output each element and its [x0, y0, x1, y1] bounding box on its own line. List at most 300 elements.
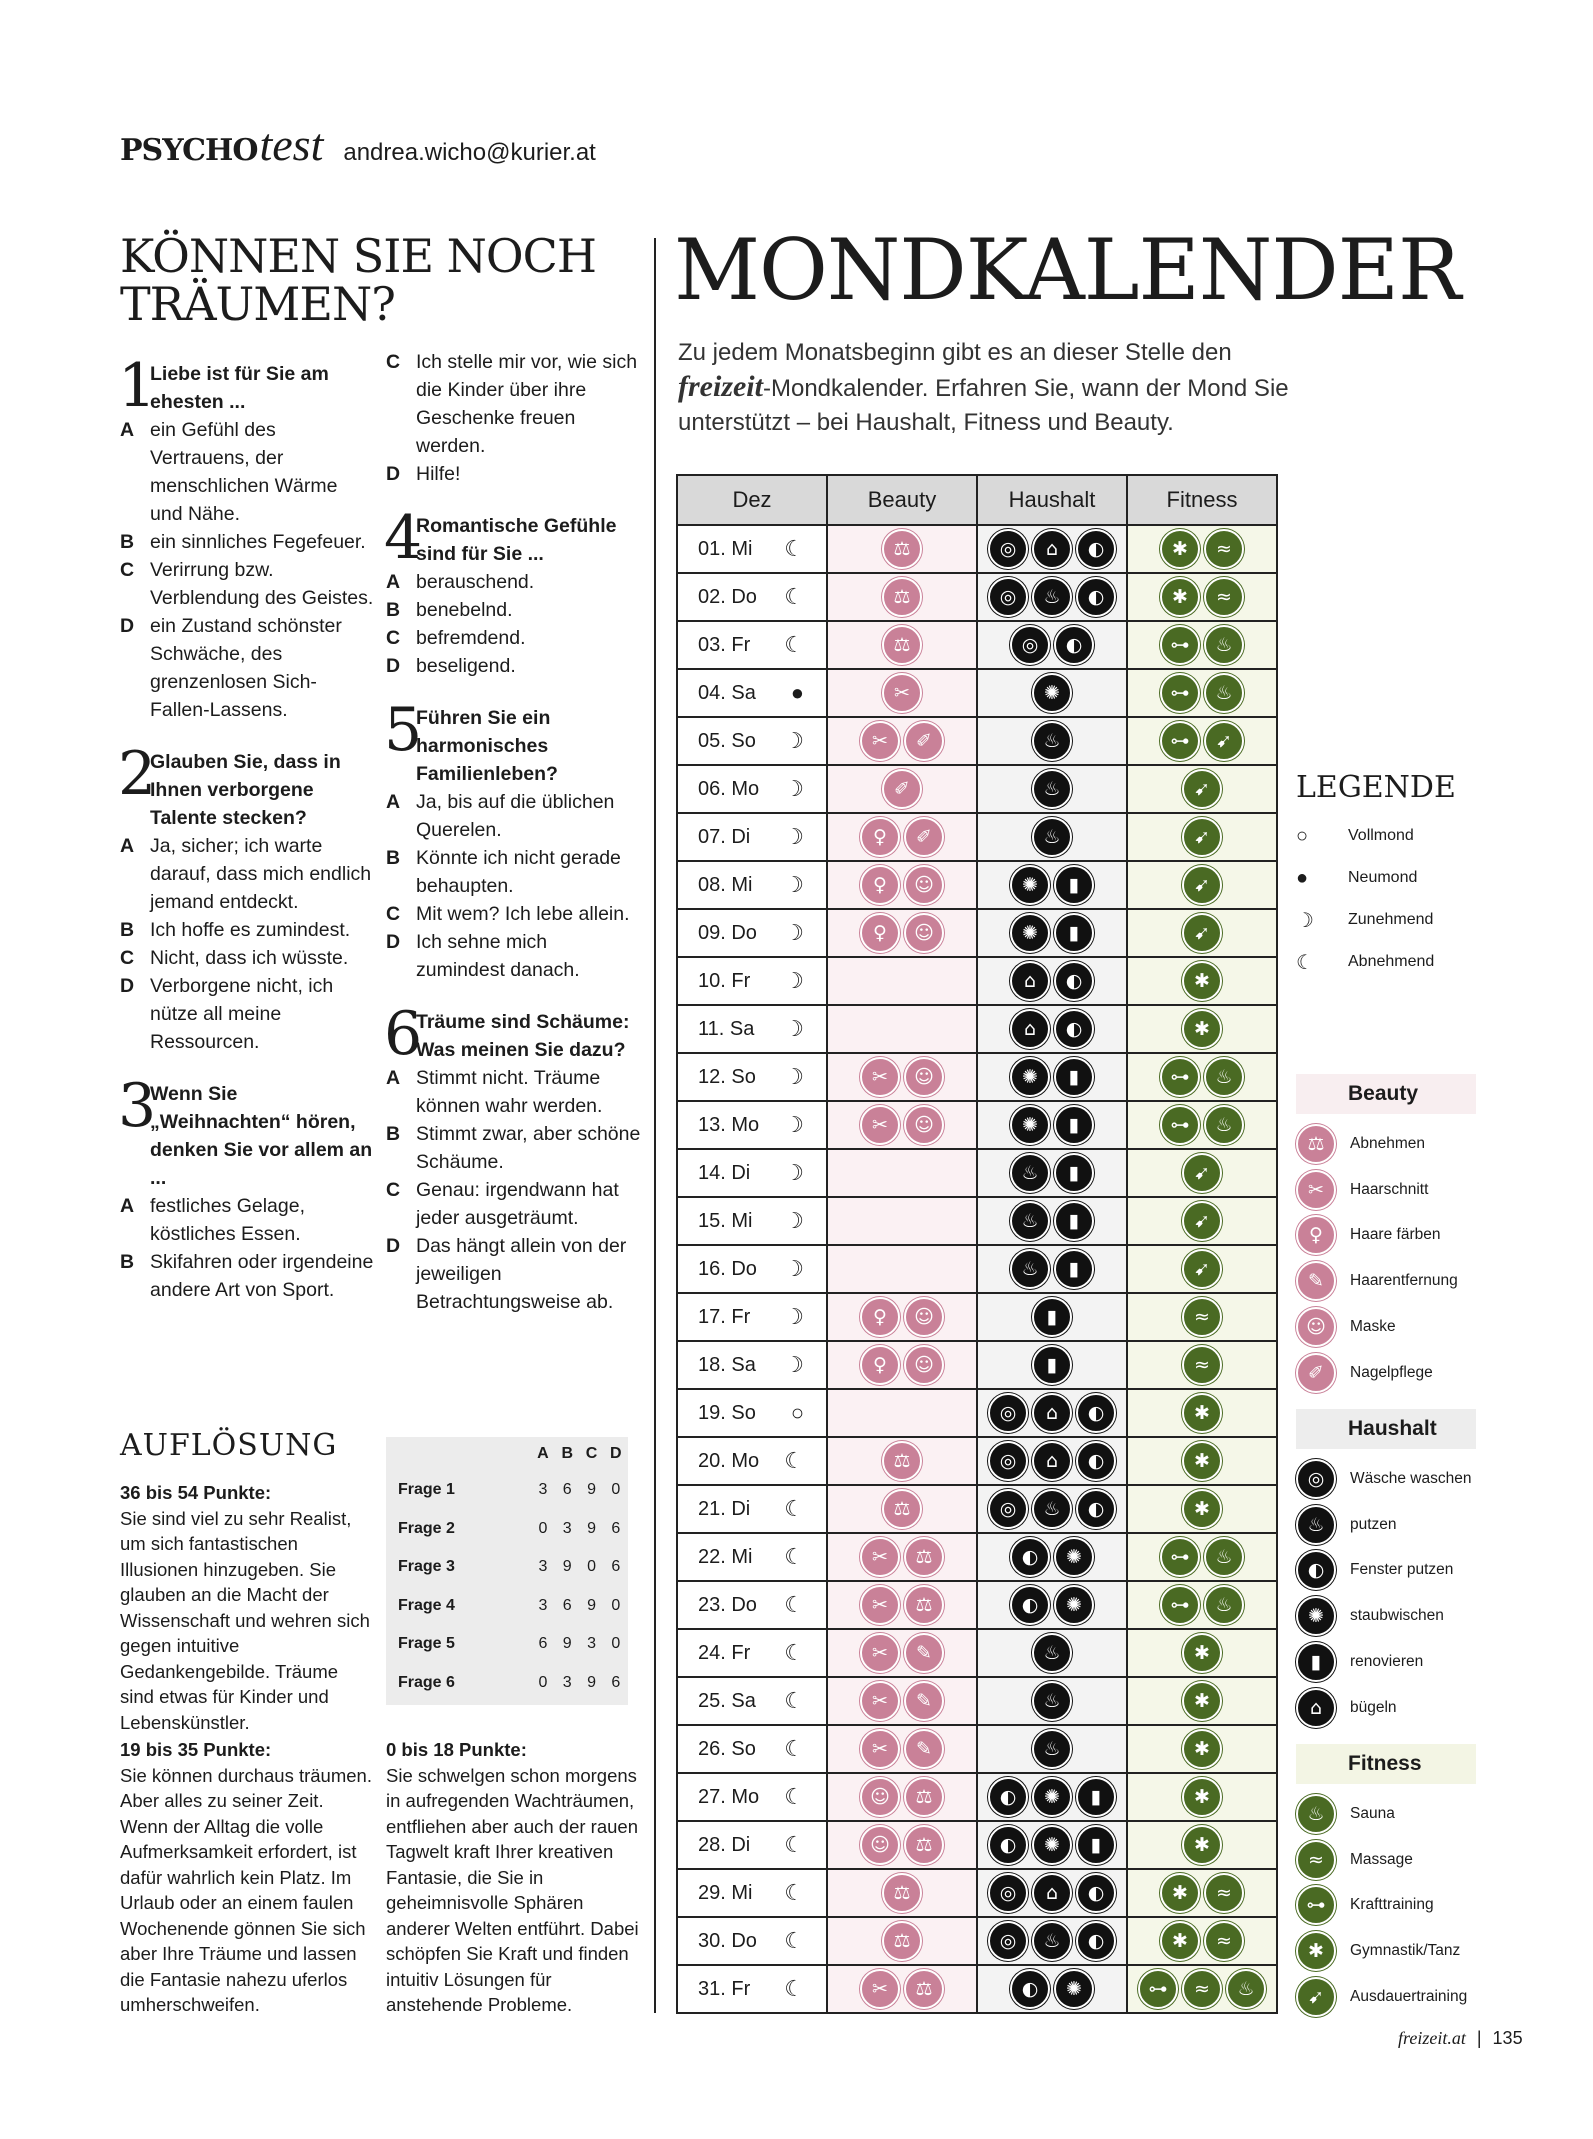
haushalt-icons: [978, 1201, 1126, 1241]
question-number: 3: [118, 1071, 157, 1141]
option-text: Ich stelle mir vor, wie sich die Kinder über ihre Geschenke freuen werden.: [416, 351, 638, 457]
points-value: 0: [587, 1558, 596, 1576]
day-label: 20. Mo: [698, 1449, 760, 1472]
beauty-icons: [828, 1969, 976, 2009]
legend-item: [1296, 1931, 1460, 1971]
ausdauer-icon: ➹: [1182, 1153, 1222, 1193]
legend-label: putzen: [1350, 1515, 1397, 1533]
abnehmen-icon: ⚖: [882, 529, 922, 569]
fitness-icons: [1128, 625, 1276, 665]
answer-option[interactable]: [386, 1232, 641, 1316]
putzen-icon: ♨: [1032, 1921, 1072, 1961]
massage-icon: ≈: [1182, 1297, 1222, 1337]
answer-option[interactable]: [386, 928, 641, 984]
beauty-cell: [827, 813, 977, 861]
fitness-icons: [1128, 529, 1276, 569]
fenster-icon: ◐: [1010, 1585, 1050, 1625]
points-value: 3: [538, 1558, 548, 1576]
calendar-row: [677, 1917, 1277, 1965]
answer-option[interactable]: [386, 1064, 641, 1120]
answer-option[interactable]: [120, 1248, 375, 1304]
calendar-row: [677, 717, 1277, 765]
moon-phase-icon: ●: [790, 680, 804, 705]
gymnastik-icon: ✱: [1296, 1931, 1336, 1971]
nagel-icon: ✐: [904, 721, 944, 761]
beauty-cell: [827, 1245, 977, 1293]
day-cell: [677, 813, 827, 861]
gymnastik-icon: ✱: [1160, 529, 1200, 569]
footer-separator: |: [1476, 2028, 1482, 2048]
abnehmen-icon: ⚖: [882, 1489, 922, 1529]
legend-label: Wäsche waschen: [1350, 1470, 1472, 1487]
beauty-icons: [828, 721, 976, 761]
legend-item: [1296, 1885, 1434, 1925]
fitness-icons: [1128, 769, 1276, 809]
sauna-icon: ♨: [1204, 1105, 1244, 1145]
points-value: 3: [538, 1596, 548, 1614]
fenster-icon: ◐: [1010, 1969, 1050, 2009]
kraft-icon: ⊶: [1296, 1885, 1336, 1925]
staub-icon: ✺: [1032, 673, 1072, 713]
calendar-header-haushalt: Haushalt: [977, 475, 1127, 525]
haushalt-cell: [977, 621, 1127, 669]
day-label: 04. Sa: [698, 681, 756, 704]
answer-option[interactable]: [386, 348, 641, 460]
moon-neu-icon: ●: [1296, 866, 1309, 889]
abnehmen-icon: ⚖: [882, 625, 922, 665]
option-text: Ja, bis auf die üblichen Querelen.: [416, 791, 615, 841]
points-value: 9: [587, 1673, 596, 1691]
intro-text-b: -Mondkalender. Erfahren Sie, wann der Mond Sie unterstützt – bei Haushalt, Fitness und Beauty.: [678, 375, 1289, 436]
abnehmen-icon: ⚖: [882, 1921, 922, 1961]
calendar-row: [677, 1773, 1277, 1821]
points-value: 6: [562, 1481, 572, 1499]
legend-item: [1296, 1596, 1444, 1636]
points-value: 9: [562, 1558, 572, 1576]
abnehmen-icon: ⚖: [882, 577, 922, 617]
ausdauer-icon: ➹: [1204, 721, 1244, 761]
day-label: 03. Fr: [698, 633, 751, 656]
moon-phase-icon: ☽: [784, 872, 804, 897]
footer-site: freizeit.at: [1398, 2028, 1466, 2048]
option-letter: B: [120, 919, 135, 941]
quiz-column-left: [118, 351, 375, 1328]
result-head: 36 bis 54 Punkte:: [120, 1482, 272, 1503]
question-text: Glauben Sie, dass in Ihnen verborgene Talente stecken?: [150, 751, 341, 829]
fitness-icons: [1128, 1537, 1276, 1577]
fitness-icons: [1128, 865, 1276, 905]
haushalt-cell: [977, 1197, 1127, 1245]
question-number: 6: [384, 999, 423, 1069]
day-label: 14. Di: [698, 1161, 751, 1184]
day-cell: [677, 1485, 827, 1533]
waesche-icon: ◎: [988, 1873, 1028, 1913]
haarschnitt-icon: ✂: [860, 1729, 900, 1769]
legend-label: Haare färben: [1350, 1226, 1441, 1244]
legend-label: staubwischen: [1350, 1607, 1444, 1625]
day-cell: [677, 1917, 827, 1965]
points-question: Frage 2: [398, 1519, 455, 1537]
calendar-row: [677, 525, 1277, 573]
haushalt-icons: [978, 1585, 1126, 1625]
answer-option[interactable]: [386, 624, 641, 652]
day-label: 30. Do: [698, 1929, 757, 1952]
author-email[interactable]: andrea.wicho@kurier.at: [343, 139, 596, 166]
abnehmen-icon: ⚖: [882, 1873, 922, 1913]
kraft-icon: ⊶: [1160, 673, 1200, 713]
beauty-icons: [828, 1345, 976, 1385]
beauty-icons: [828, 1777, 976, 1817]
day-cell: [677, 1389, 827, 1437]
legend-label: Krafttraining: [1350, 1896, 1434, 1914]
fenster-icon: ◐: [988, 1777, 1028, 1817]
fitness-icons: [1128, 1489, 1276, 1529]
answer-option[interactable]: [386, 568, 641, 596]
massage-icon: ≈: [1182, 1969, 1222, 2009]
putzen-icon: ♨: [1032, 1681, 1072, 1721]
answer-option[interactable]: [120, 916, 375, 944]
option-text: festliches Gelage, köstliches Essen.: [150, 1195, 306, 1245]
legend-label: Neumond: [1348, 869, 1418, 886]
fitness-icons: [1128, 1969, 1276, 2009]
option-letter: A: [120, 419, 135, 441]
calendar-row: [677, 1965, 1277, 2013]
haushalt-cell: [977, 1581, 1127, 1629]
question-text: Romantische Gefühle sind für Sie ...: [416, 515, 617, 565]
day-cell: [677, 1149, 827, 1197]
calendar-row: [677, 1485, 1277, 1533]
answer-option[interactable]: [386, 652, 641, 680]
waesche-icon: ◎: [988, 1441, 1028, 1481]
calendar-row: [677, 1629, 1277, 1677]
section-label-test: test: [259, 119, 324, 170]
fitness-cell: [1127, 1341, 1277, 1389]
fitness-cell: [1127, 1629, 1277, 1677]
day-label: 26. So: [698, 1737, 756, 1760]
fitness-icons: [1128, 1441, 1276, 1481]
beauty-icons: [828, 529, 976, 569]
kraft-icon: ⊶: [1160, 1105, 1200, 1145]
haarschnitt-icon: ✂: [860, 1585, 900, 1625]
points-question: Frage 6: [398, 1673, 455, 1691]
haushalt-icons: [978, 913, 1126, 953]
moon-phase-icon: ☾: [784, 536, 804, 561]
haushalt-cell: [977, 1245, 1127, 1293]
calendar-row: [677, 1053, 1277, 1101]
moon-phase-icon: ☾: [784, 1496, 804, 1521]
haushalt-icons: [978, 673, 1126, 713]
haare-icon: ♀: [860, 817, 900, 857]
answer-option[interactable]: [120, 556, 375, 612]
beauty-cell: [827, 765, 977, 813]
staub-icon: ✺: [1032, 1825, 1072, 1865]
moon-phase-icon: ☾: [784, 1544, 804, 1569]
calendar-row: [677, 669, 1277, 717]
haushalt-cell: [977, 669, 1127, 717]
haarschnitt-icon: ✂: [860, 1633, 900, 1673]
calendar-row: [677, 1437, 1277, 1485]
option-letter: D: [386, 1235, 401, 1257]
haushalt-cell: [977, 1485, 1127, 1533]
question: [384, 503, 641, 680]
legend-item: [1296, 1794, 1395, 1834]
points-value: 0: [611, 1635, 621, 1653]
haushalt-icons: [978, 577, 1126, 617]
quiz-column-right: [384, 351, 641, 1340]
question: [384, 695, 641, 984]
day-cell: [677, 1197, 827, 1245]
buegeln-icon: ⌂: [1032, 1873, 1072, 1913]
fitness-cell: [1127, 621, 1277, 669]
option-letter: A: [386, 571, 401, 593]
fitness-icons: [1128, 1345, 1276, 1385]
points-question: Frage 4: [398, 1596, 455, 1614]
maske-icon: ☺: [904, 1105, 944, 1145]
fitness-cell: [1127, 1149, 1277, 1197]
fitness-cell: [1127, 1293, 1277, 1341]
beauty-icons: [828, 1441, 976, 1481]
renovieren-icon: ▮: [1032, 1297, 1072, 1337]
day-cell: [677, 1869, 827, 1917]
renovieren-icon: ▮: [1054, 1057, 1094, 1097]
day-label: 22. Mi: [698, 1545, 753, 1568]
fenster-icon: ◐: [1296, 1550, 1336, 1590]
option-text: Das hängt allein von der jeweiligen Betrachtungsweise ab.: [416, 1235, 627, 1313]
option-letter: B: [120, 531, 135, 553]
beauty-cell: [827, 1533, 977, 1581]
nagel-icon: ✐: [882, 769, 922, 809]
staub-icon: ✺: [1010, 865, 1050, 905]
answer-option[interactable]: [386, 788, 641, 844]
legend-item: [1296, 1505, 1397, 1545]
day-label: 27. Mo: [698, 1785, 760, 1808]
haushalt-icons: [978, 1537, 1126, 1577]
moon-phase-icon: ☾: [784, 1448, 804, 1473]
answer-option[interactable]: [386, 460, 641, 488]
points-value: 9: [587, 1519, 596, 1537]
fitness-icons: [1128, 1201, 1276, 1241]
haarentf-icon: ✎: [904, 1633, 944, 1673]
maske-icon: ☺: [904, 1297, 944, 1337]
option-text: Skifahren oder irgendeine andere Art von Sport.: [150, 1251, 374, 1301]
haushalt-icons: [978, 817, 1126, 857]
day-cell: [677, 1437, 827, 1485]
answer-option[interactable]: [386, 900, 641, 928]
day-label: 07. Di: [698, 825, 751, 848]
calendar-header-fitness: Fitness: [1127, 475, 1277, 525]
sauna-icon: ♨: [1204, 1057, 1244, 1097]
fitness-icons: [1128, 577, 1276, 617]
putzen-icon: ♨: [1010, 1249, 1050, 1289]
option-text: ein Zustand schönster Schwäche, des grenzenlosen Sich-Fallen-Lassens.: [150, 615, 342, 721]
fitness-icons: [1128, 1009, 1276, 1049]
option-text: Ja, sicher; ich warte darauf, dass mich endlich jemand entdeckt.: [150, 835, 372, 913]
massage-icon: ≈: [1204, 1873, 1244, 1913]
day-label: 09. Do: [698, 921, 757, 944]
beauty-icons: [828, 769, 976, 809]
fitness-icons: [1128, 673, 1276, 713]
option-text: Könnte ich nicht gerade behaupten.: [416, 847, 621, 897]
answer-option[interactable]: [120, 972, 375, 1056]
day-cell: [677, 765, 827, 813]
ausdauer-icon: ➹: [1182, 769, 1222, 809]
renovieren-icon: ▮: [1032, 1345, 1072, 1385]
haushalt-cell: [977, 957, 1127, 1005]
gymnastik-icon: ✱: [1182, 1825, 1222, 1865]
haushalt-icons: [978, 1825, 1126, 1865]
fitness-cell: [1127, 1533, 1277, 1581]
points-col-header: A: [537, 1445, 549, 1462]
massage-icon: ≈: [1204, 529, 1244, 569]
points-value: 0: [538, 1519, 548, 1537]
putzen-icon: ♨: [1032, 817, 1072, 857]
buegeln-icon: ⌂: [1010, 961, 1050, 1001]
points-value: 6: [611, 1673, 621, 1691]
abnehmen-icon: ⚖: [904, 1969, 944, 2009]
legend-label: Maske: [1350, 1317, 1396, 1335]
haushalt-cell: [977, 1725, 1127, 1773]
haushalt-cell: [977, 1005, 1127, 1053]
fenster-icon: ◐: [1010, 1537, 1050, 1577]
moon-phase-icon: ☽: [784, 824, 804, 849]
answer-option[interactable]: [120, 944, 375, 972]
answer-option[interactable]: [386, 844, 641, 900]
buegeln-icon: ⌂: [1032, 1393, 1072, 1433]
staub-icon: ✺: [1010, 1105, 1050, 1145]
beauty-cell: [827, 1725, 977, 1773]
legend-moon-row: [1296, 857, 1486, 899]
answer-option[interactable]: [120, 416, 375, 528]
option-text: Ich hoffe es zumindest.: [150, 919, 351, 941]
answer-option[interactable]: [386, 596, 641, 624]
beauty-icons: [828, 577, 976, 617]
massage-icon: ≈: [1204, 1921, 1244, 1961]
haushalt-cell: [977, 1389, 1127, 1437]
day-cell: [677, 525, 827, 573]
day-label: 05. So: [698, 729, 756, 752]
fitness-icons: [1128, 817, 1276, 857]
day-label: 18. Sa: [698, 1353, 756, 1376]
fenster-icon: ◐: [1076, 577, 1116, 617]
answer-option[interactable]: [120, 1192, 375, 1248]
answer-option[interactable]: [386, 1120, 641, 1176]
answer-option[interactable]: [120, 528, 375, 556]
fenster-icon: ◐: [1076, 1921, 1116, 1961]
page-footer: [1398, 2028, 1523, 2049]
day-label: 01. Mi: [698, 537, 753, 560]
points-value: 6: [538, 1635, 548, 1653]
gymnastik-icon: ✱: [1182, 1441, 1222, 1481]
gymnastik-icon: ✱: [1182, 1777, 1222, 1817]
sauna-icon: ♨: [1204, 673, 1244, 713]
calendar-row: [677, 765, 1277, 813]
beauty-cell: [827, 1389, 977, 1437]
day-label: 21. Di: [698, 1497, 751, 1520]
beauty-cell: [827, 1149, 977, 1197]
answer-option[interactable]: [386, 1176, 641, 1232]
beauty-icons: [828, 1585, 976, 1625]
haushalt-icons: [978, 1633, 1126, 1673]
option-text: befremdend.: [416, 627, 526, 649]
beauty-cell: [827, 1965, 977, 2013]
option-letter: D: [386, 655, 401, 677]
points-question: Frage 1: [398, 1481, 455, 1499]
option-letter: D: [386, 463, 401, 485]
day-label: 28. Di: [698, 1833, 751, 1856]
day-cell: [677, 1581, 827, 1629]
putzen-icon: ♨: [1032, 1633, 1072, 1673]
points-row: [386, 1587, 628, 1626]
haare-icon: ♀: [860, 865, 900, 905]
points-row: [386, 1510, 628, 1549]
haushalt-icons: [978, 1873, 1126, 1913]
fenster-icon: ◐: [1054, 1009, 1094, 1049]
answer-option[interactable]: [120, 832, 375, 916]
moon-abn-icon: ☾: [1296, 951, 1314, 974]
fitness-cell: [1127, 1581, 1277, 1629]
legend-item: [1296, 1459, 1471, 1499]
haushalt-cell: [977, 717, 1127, 765]
gymnastik-icon: ✱: [1160, 1873, 1200, 1913]
result-head: 19 bis 35 Punkte:: [120, 1739, 272, 1760]
legend-label: Ausdauertraining: [1350, 1987, 1468, 2005]
haushalt-cell: [977, 1341, 1127, 1389]
calendar-row: [677, 621, 1277, 669]
day-label: 13. Mo: [698, 1113, 760, 1136]
option-letter: D: [120, 615, 135, 637]
points-value: 0: [611, 1596, 621, 1614]
answer-option[interactable]: [120, 612, 375, 724]
sauna-icon: ♨: [1204, 1585, 1244, 1625]
calendar-row: [677, 1101, 1277, 1149]
day-label: 16. Do: [698, 1257, 757, 1280]
legend-label: Gymnastik/Tanz: [1350, 1942, 1461, 1960]
fitness-cell: [1127, 1437, 1277, 1485]
moon-phase-icon: ☾: [784, 1880, 804, 1905]
gymnastik-icon: ✱: [1182, 1489, 1222, 1529]
fitness-icons: [1128, 1585, 1276, 1625]
day-cell: [677, 1773, 827, 1821]
day-cell: [677, 909, 827, 957]
result-mid: [120, 1737, 375, 2018]
option-letter: A: [120, 835, 135, 857]
points-value: 9: [562, 1635, 572, 1653]
fenster-icon: ◐: [1076, 1393, 1116, 1433]
page-header: [120, 118, 596, 171]
haushalt-cell: [977, 813, 1127, 861]
haare-icon: ♀: [860, 913, 900, 953]
points-row: [386, 1471, 628, 1510]
calendar-row: [677, 1869, 1277, 1917]
beauty-cell: [827, 621, 977, 669]
calendar-row: [677, 1197, 1277, 1245]
sauna-icon: ♨: [1296, 1794, 1336, 1834]
staub-icon: ✺: [1010, 1057, 1050, 1097]
calendar-header-dez: Dez: [677, 475, 827, 525]
maske-icon: ☺: [904, 913, 944, 953]
haushalt-cell: [977, 861, 1127, 909]
option-text: Hilfe!: [416, 463, 461, 485]
buegeln-icon: ⌂: [1032, 529, 1072, 569]
haarschnitt-icon: ✂: [1296, 1170, 1336, 1210]
option-letter: C: [120, 559, 135, 581]
moon-phase-icon: ☽: [784, 1112, 804, 1137]
intro-text-a: Zu jedem Monatsbeginn gibt es an dieser Stelle den: [678, 339, 1232, 366]
moon-phase-icon: ☽: [784, 1256, 804, 1281]
moon-voll-icon: ○: [1296, 824, 1309, 847]
fitness-icons: [1128, 1249, 1276, 1289]
nagel-icon: ✐: [1296, 1353, 1336, 1393]
